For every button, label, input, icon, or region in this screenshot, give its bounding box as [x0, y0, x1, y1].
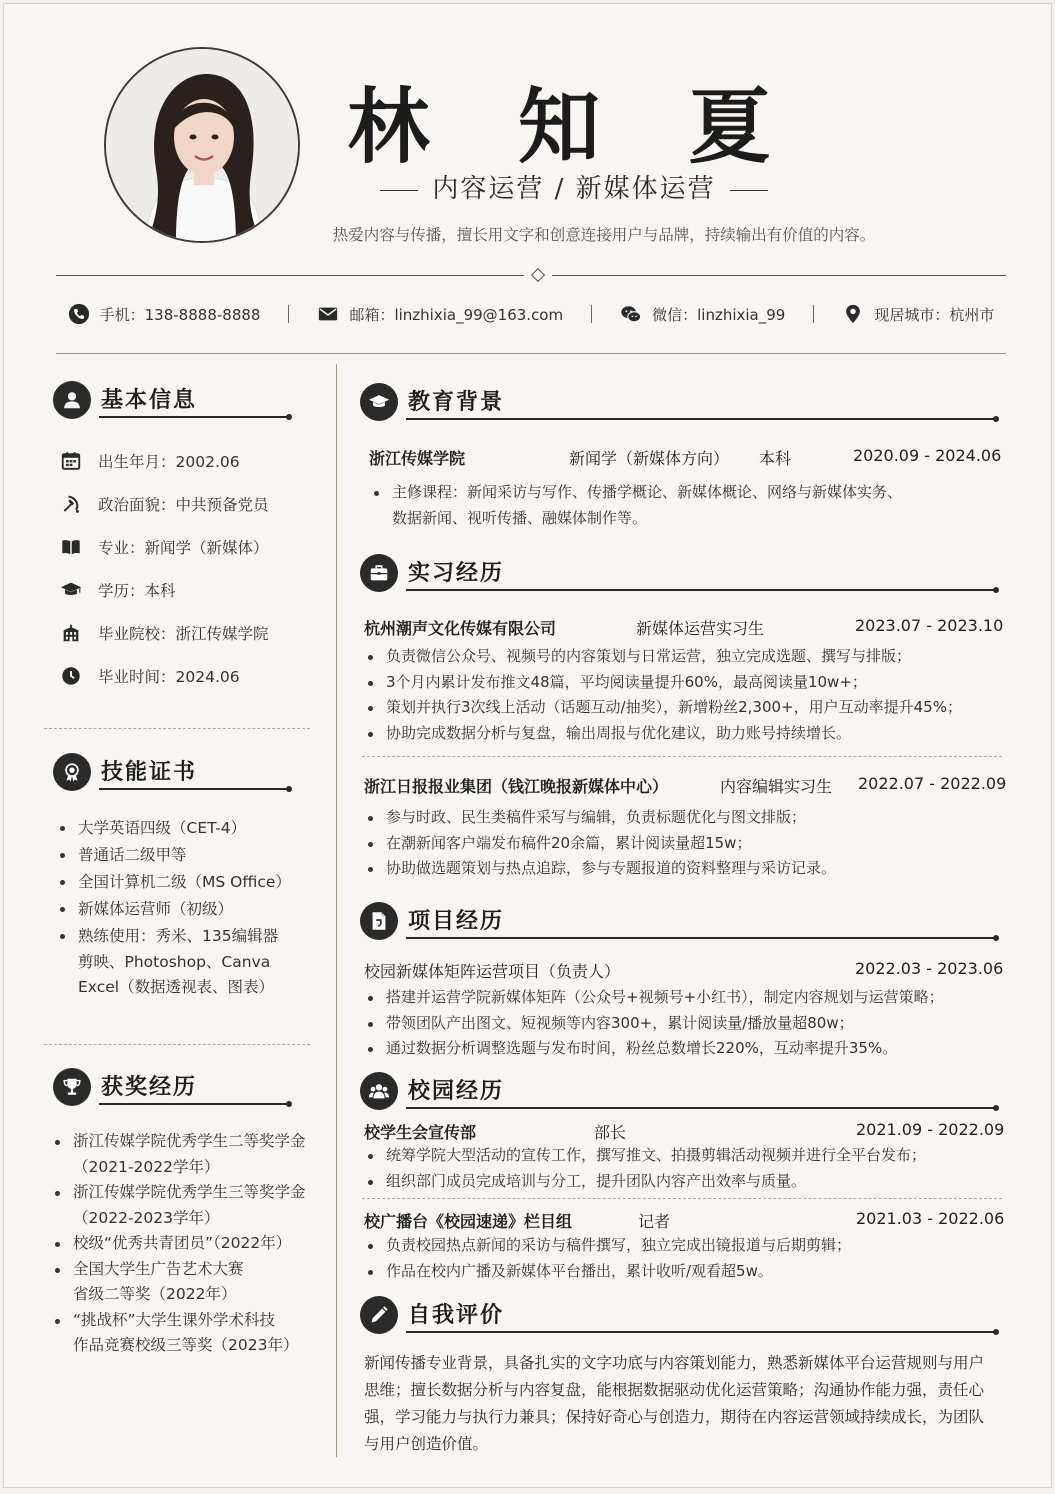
dashed-divider — [44, 728, 310, 729]
skills-list — [56, 815, 316, 1000]
header-divider — [56, 353, 1006, 354]
list-item: “挑战杯”大学生课外学术科技 作品竞赛校级三等奖（2023年） — [51, 1308, 326, 1359]
list-item: 通过数据分析调整选题与发布时间，粉丝总数增长220%，互动率提升35%。 — [364, 1036, 1004, 1062]
section-internship — [360, 554, 1000, 598]
section-education — [360, 383, 1000, 427]
major: 新闻学（新媒体方向） — [569, 449, 730, 468]
list-item: 浙江传媒学院优秀学生三等奖学金 （2022-2023学年） — [51, 1180, 326, 1231]
period: 2022.07 - 2022.09 — [858, 774, 1007, 793]
self-evaluation-text: 新闻传播专业背景，具备扎实的文字功底与内容策划能力，熟悉新媒体平台运营规则与用户思维；擅长数据分析与内容复盘，能根据数据驱动优化运营策略；沟通协作能力强，责任心强，学习能力与执行力兼具；保持好奇心与创造力，期待在内容运营领域持续成长，为团队与用户创造价值。 — [364, 1354, 985, 1453]
section-underline — [99, 788, 289, 790]
contact-wechat-text: 微信：linzhixia_99 — [652, 305, 786, 324]
info-political — [60, 493, 269, 515]
ornament-divider — [56, 275, 1006, 277]
section-underline — [406, 418, 996, 420]
document-icon — [360, 902, 398, 940]
campus-bullets — [364, 1143, 1004, 1194]
contact-city-text: 现居城市：杭州市 — [874, 305, 995, 324]
section-skills — [53, 753, 293, 797]
list-item: 组织部门成员完成培训与分工，提升团队内容产出效率与质量。 — [364, 1169, 1004, 1195]
list-item-continuation: 剪映、Photoshop、Canva — [78, 953, 271, 971]
list-item: 大学英语四级（CET-4） — [56, 815, 316, 842]
dashed-divider — [44, 1044, 310, 1045]
list-item: 3个月内累计发布推文48篇，平均阅读量提升60%，最高阅读量10w+； — [364, 670, 1004, 696]
mail-icon — [317, 303, 339, 325]
contact-email[interactable] — [317, 303, 563, 325]
role: 部长 — [594, 1123, 627, 1142]
campus-bullets — [364, 1233, 1004, 1284]
list-item: 主修课程：新闻采访与写作、传播学概论、新媒体概论、网络与新媒体实务、 数据新闻、视听传播、融媒体制作等。 — [370, 480, 1010, 531]
list-item: 校级“优秀共青团员”（2022年） — [51, 1231, 326, 1257]
list-item: 搭建并运营学院新媒体矩阵（公众号+视频号+小红书），制定内容规划与运营策略； — [364, 985, 1004, 1011]
section-title: 校园经历 — [408, 1078, 505, 1104]
list-item: 协助完成数据分析与复盘，输出周报与优化建议，助力账号持续增长。 — [364, 721, 1004, 747]
list-item: 熟练使用：秀米、135编辑器 — [56, 923, 316, 950]
section-title: 实习经历 — [408, 560, 505, 586]
organization: 校学生会宣传部 — [364, 1123, 477, 1142]
section-self-evaluation — [360, 1296, 1000, 1340]
list-item: 策划并执行3次线上活动（话题互动/抽奖），新增粉丝2,300+，用户互动率提升45%； — [364, 695, 1004, 721]
section-title: 项目经历 — [408, 908, 505, 934]
position: 内容编辑实习生 — [720, 777, 833, 796]
degree: 本科 — [759, 449, 792, 468]
group-icon — [360, 1072, 398, 1110]
section-title: 获奖经历 — [101, 1074, 198, 1100]
job-title — [334, 168, 814, 205]
info-major — [60, 536, 269, 558]
period: 2023.07 - 2023.10 — [855, 616, 1004, 635]
section-title: 教育背景 — [408, 389, 505, 415]
trophy-icon — [53, 1068, 91, 1106]
list-item: 统筹学院大型活动的宣传工作，撰写推文、拍摄剪辑活动视频并进行全平台发布； — [364, 1143, 1004, 1169]
info-graduation — [60, 665, 240, 687]
education-courses — [370, 480, 1010, 531]
school-name: 浙江传媒学院 — [369, 449, 466, 468]
building-icon — [60, 622, 82, 644]
period: 2021.09 - 2022.09 — [856, 1120, 1005, 1139]
info-text: 学历：本科 — [98, 582, 176, 600]
contact-bar — [56, 296, 1006, 332]
project-bullets — [364, 985, 1004, 1062]
graduation-cap-icon — [360, 383, 398, 421]
contact-city — [842, 303, 994, 325]
position: 新媒体运营实习生 — [636, 619, 765, 638]
list-item: 作品在校内广播及新媒体平台播出，累计收听/观看超5w。 — [364, 1259, 1004, 1285]
contact-phone-text: 手机：138-8888-8888 — [99, 305, 261, 324]
section-underline — [406, 1107, 996, 1109]
section-title: 技能证书 — [101, 759, 198, 785]
book-icon — [60, 536, 82, 558]
section-title: 自我评价 — [408, 1302, 505, 1328]
list-item: 全国大学生广告艺术大赛 省级二等奖（2022年） — [51, 1257, 326, 1308]
person-name: 林 知 夏 — [347, 79, 801, 175]
project-name: 校园新媒体矩阵运营项目（负责人） — [364, 962, 621, 981]
list-item: 协助做选题策划与热点追踪，参与专题报道的资料整理与采访记录。 — [364, 856, 1004, 882]
list-item: 在潮新闻客户端发布稿件20余篇，累计阅读量超15w； — [364, 831, 1004, 857]
awards-list — [51, 1129, 326, 1359]
section-title: 基本信息 — [101, 387, 198, 413]
contact-wechat[interactable] — [620, 303, 785, 325]
list-item: 负责校园热点新闻的采访与稿件撰写，独立完成出镜报道与后期剪辑； — [364, 1233, 1004, 1259]
contact-separator — [288, 305, 289, 323]
company: 杭州潮声文化传媒有限公司 — [364, 619, 557, 638]
section-underline — [406, 937, 996, 939]
title-dash-right — [730, 190, 768, 191]
column-divider — [336, 364, 337, 1457]
dashed-divider — [362, 1198, 1002, 1199]
list-item: 参与时政、民生类稿件采写与编辑，负责标题优化与图文排版； — [364, 805, 1004, 831]
list-item: 负责微信公众号、视频号的内容策划与日常运营，独立完成选题、撰写与排版； — [364, 644, 1004, 670]
info-text: 政治面貌：中共预备党员 — [98, 496, 269, 514]
section-awards — [53, 1068, 293, 1112]
job-bullets — [364, 805, 1004, 882]
organization: 校广播台《校园速递》栏目组 — [364, 1212, 573, 1231]
info-text: 出生年月：2002.06 — [98, 453, 240, 471]
motto: 热爱内容与传播，擅长用文字和创意连接用户与品牌，持续输出有价值的内容。 — [332, 226, 876, 244]
briefcase-icon — [360, 554, 398, 592]
company: 浙江日报报业集团（钱江晚报新媒体中心） — [364, 777, 669, 796]
info-degree — [60, 579, 176, 601]
period: 2020.09 - 2024.06 — [853, 446, 1002, 465]
contact-email-text: 邮箱：linzhixia_99@163.com — [349, 305, 564, 324]
avatar — [104, 47, 300, 243]
list-item: 浙江传媒学院优秀学生二等奖学金 （2021-2022学年） — [51, 1129, 326, 1180]
list-item-continuation: Excel（数据透视表、图表） — [78, 978, 275, 996]
wechat-icon — [620, 303, 642, 325]
list-item: 新媒体运营师（初级） — [56, 896, 316, 923]
info-text: 毕业院校：浙江传媒学院 — [98, 625, 269, 643]
info-text: 毕业时间：2024.06 — [98, 668, 240, 686]
clock-icon — [60, 665, 82, 687]
calendar-icon — [60, 450, 82, 472]
period: 2022.03 - 2023.06 — [855, 959, 1004, 978]
phone-icon — [68, 303, 90, 325]
info-birth — [60, 450, 240, 472]
contact-separator — [813, 305, 814, 323]
info-school — [60, 622, 269, 644]
graduation-cap-icon — [60, 579, 82, 601]
job-bullets — [364, 644, 1004, 746]
dashed-divider — [362, 756, 1002, 757]
title-dash-left — [380, 190, 418, 191]
section-underline — [406, 589, 996, 591]
role: 记者 — [638, 1212, 671, 1231]
list-item: 普通话二级甲等 — [56, 842, 316, 869]
award-ribbon-icon — [53, 753, 91, 791]
pencil-icon — [360, 1296, 398, 1334]
party-emblem-icon — [60, 493, 82, 515]
section-underline — [99, 1103, 289, 1105]
resume-page — [3, 3, 1052, 1488]
list-item: 带领团队产出图文、短视频等内容300+，累计阅读量/播放量超80w； — [364, 1011, 1004, 1037]
contact-separator — [591, 305, 592, 323]
user-icon — [53, 381, 91, 419]
section-campus — [360, 1072, 1000, 1116]
info-text: 专业：新闻学（新媒体） — [98, 539, 269, 557]
job-title-text: 内容运营 / 新媒体运营 — [432, 174, 716, 204]
section-basic-info — [53, 381, 293, 425]
section-underline — [406, 1331, 996, 1333]
section-underline — [99, 416, 289, 418]
contact-phone[interactable] — [68, 303, 261, 325]
list-item: 全国计算机二级（MS Office） — [56, 869, 316, 896]
period: 2021.03 - 2022.06 — [856, 1209, 1005, 1228]
location-pin-icon — [842, 303, 864, 325]
section-project — [360, 902, 1000, 946]
